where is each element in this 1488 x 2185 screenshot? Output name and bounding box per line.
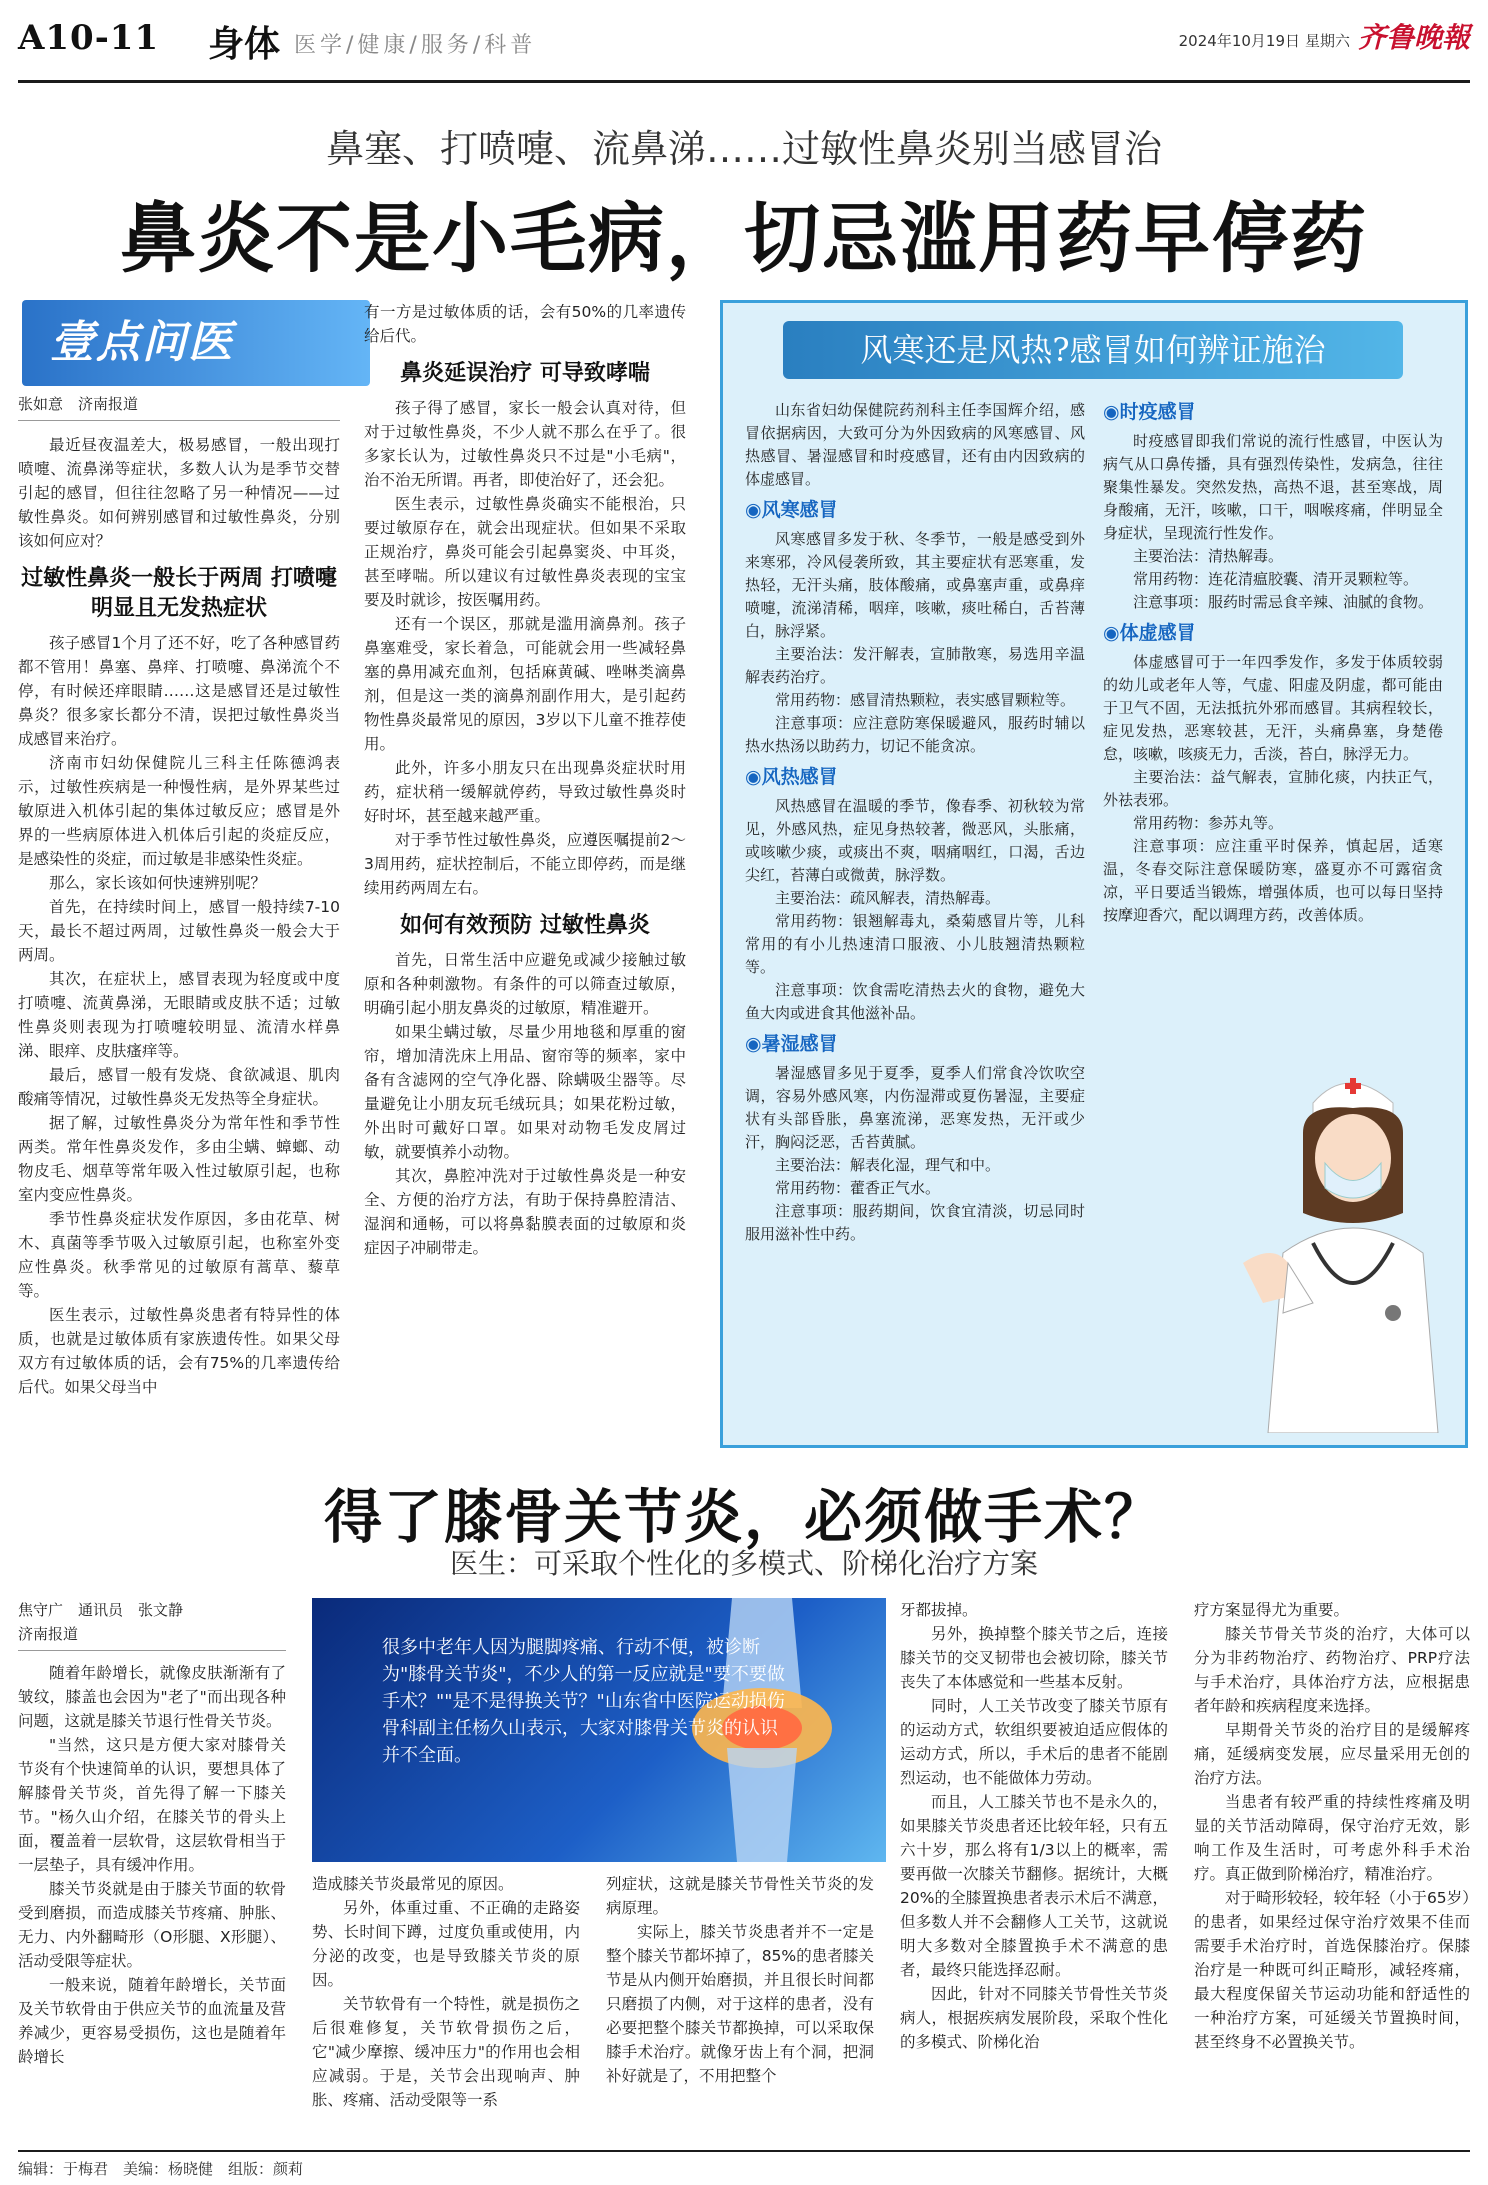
paragraph: 如果尘螨过敏，尽量少用地毯和厚重的窗帘，增加清洗床上用品、窗帘等的频率，家中备有含滤网的空气净化器、除螨吸尘器等。尽量避免让小朋友玩毛绒玩具；如果花粉过敏，外出时可戴好口罩。如果对动物毛发皮屑过敏，就要慎养小动物。 bbox=[364, 1023, 686, 1161]
paragraph: 膝关节炎就是由于膝关节面的软骨受到磨损，而造成膝关节疼痛、肿胀、无力、内外翻畸形（O形腿、X形腿）、活动受限等症状。 bbox=[18, 1880, 286, 1970]
paragraph: 孩子得了感冒，家长一般会认真对待，但对于过敏性鼻炎，不少人就不那么在乎了。很多家长认为，过敏性鼻炎只不过是"小毛病"，治不治无所谓。再者，即使治好了，还会犯。 bbox=[364, 399, 686, 489]
story2-headline: 得了膝骨关节炎，必须做手术？ bbox=[323, 1483, 1164, 1551]
paragraph: 其次，在症状上，感冒表现为轻度或中度打喷嚏、流黄鼻涕，无眼睛或皮肤不适；过敏性鼻炎则表现为打喷嚏较明显、流清水样鼻涕、眼痒、皮肤瘙痒等。 bbox=[18, 970, 340, 1060]
paragraph: "当然，这只是方便大家对膝骨关节炎有个快速简单的认识，要想具体了解膝骨关节炎，首先得了解一下膝关节。"杨久山介绍，在膝关节的骨头上面，覆盖着一层软骨，这层软骨相当于一层垫子，具有缓冲作用。 bbox=[18, 1736, 286, 1874]
story1-headline: 鼻炎不是小毛病，切忌滥用药早停药 bbox=[120, 194, 1368, 283]
paragraph: 注意事项：服药期间，饮食宜清淡，切忌同时服用滋补性中药。 bbox=[745, 1202, 1085, 1243]
paragraph: 最后，感冒一般有发烧、食欲减退、肌肉酸痛等情况，过敏性鼻炎无发热等全身症状。 bbox=[18, 1066, 340, 1108]
paragraph: 造成膝关节炎最常见的原因。 bbox=[312, 1875, 514, 1893]
paragraph: 膝关节骨关节炎的治疗，大体可以分为非药物治疗、药物治疗、PRP疗法与手术治疗，具体治疗方法，应根据患者年龄和疾病程度来选择。 bbox=[1194, 1625, 1470, 1715]
paragraph: 有一方是过敏体质的话，会有50%的几率遗传给后代。 bbox=[364, 303, 686, 345]
paragraph: 主要治法：疏风解表，清热解毒。 bbox=[775, 889, 1001, 907]
paragraph: 常用药物：藿香正气水。 bbox=[775, 1179, 941, 1197]
paragraph: 首先，在持续时间上，感冒一般持续7-10天，最长不超过两周，过敏性鼻炎一般会大于两周。 bbox=[18, 898, 340, 964]
sidebar-section-title: ◉体虚感冒 bbox=[1103, 622, 1196, 644]
paragraph: 因此，针对不同膝关节骨性关节炎病人，根据疾病发展阶段，采取个性化的多模式、阶梯化治 bbox=[900, 1985, 1168, 2051]
story1-kicker: 鼻塞、打喷嚏、流鼻涕……过敏性鼻炎别当感冒治 bbox=[325, 127, 1162, 171]
page-number: A10-11 bbox=[18, 18, 160, 58]
story2-column-5 bbox=[1194, 1598, 1470, 2054]
paragraph: 常用药物：连花清瘟胶囊、清开灵颗粒等。 bbox=[1133, 570, 1419, 588]
paragraph: 另外，体重过重、不正确的走路姿势、长时间下蹲，过度负重或使用，内分泌的改变，也是导致膝关节炎的原因。 bbox=[312, 1899, 580, 1989]
paragraph: 注意事项：应注重平时保养，慎起居，适寒温，冬春交际注意保暖防寒，盛夏亦不可露宿贪凉，平日要适当锻炼，增强体质，也可以每日坚持按摩迎香穴，配以调理方药，改善体质。 bbox=[1103, 837, 1443, 924]
paragraph: 风热感冒在温暖的季节，像春季、初秋较为常见，外感风热，症见身热较著，微恶风，头胀痛，或咳嗽少痰，或痰出不爽，咽痛咽红，口渴，舌边尖红，苔薄白或微黄，脉浮数。 bbox=[745, 797, 1085, 884]
sidebar-section-title: ◉风寒感冒 bbox=[745, 499, 838, 521]
sidebar-section-title: ◉时疫感冒 bbox=[1103, 401, 1196, 423]
paragraph: 常用药物：参苏丸等。 bbox=[1133, 814, 1284, 832]
paragraph: 而且，人工膝关节也不是永久的，如果膝关节炎患者还比较年轻，只有五六十岁，那么将有1/3以上的概率，需要再做一次膝关节翻修。据统计，大概20%的全膝置换患者表示术后不满意，但多数人并不会翻修人工关节，这就说明大多数对全膝置换手术不满意的患者，最终只能选择忍耐。 bbox=[900, 1793, 1168, 1979]
paragraph: 注意事项：饮食需吃清热去火的食物，避免大鱼大肉或进食其他滋补品。 bbox=[745, 981, 1085, 1022]
sidebar-title: 风寒还是风热?感冒如何辨证施治 bbox=[783, 321, 1403, 379]
story1-byline: 张如意 济南报道 bbox=[18, 392, 340, 421]
paragraph: 对于季节性过敏性鼻炎，应遵医嘱提前2～3周用药，症状控制后，不能立即停药，而是继续用药两周左右。 bbox=[364, 831, 686, 897]
issue-date: 2024年10月19日 bbox=[1178, 32, 1300, 50]
paragraph: 注意事项：应注意防寒保暖避风，服药时辅以热水热汤以助药力，切记不能贪凉。 bbox=[745, 714, 1085, 755]
paragraph: 随着年龄增长，就像皮肤渐渐有了皱纹，膝盖也会因为"老了"而出现各种问题，这就是膝关节退行性骨关节炎。 bbox=[18, 1664, 286, 1730]
column-tag-logo: 壹点问医 bbox=[22, 300, 370, 386]
paragraph: 主要治法：清热解毒。 bbox=[1133, 547, 1284, 565]
subheading: 鼻炎延误治疗 可导致哮喘 bbox=[400, 360, 650, 386]
newspaper-logo: 齐鲁晚報 bbox=[1357, 21, 1470, 54]
paragraph: 暑湿感冒多见于夏季，夏季人们常食冷饮吹空调，容易外感风寒，内伤湿滞或夏伤暑湿，主要症状有头部昏胀，鼻塞流涕，恶寒发热，无汗或少汗，胸闷泛恶，舌苔黄腻。 bbox=[745, 1064, 1085, 1151]
section-name: 身体 bbox=[208, 23, 281, 65]
paragraph: 列症状，这就是膝关节骨性关节炎的发病原理。 bbox=[606, 1875, 874, 1917]
story1-column-2 bbox=[364, 300, 686, 1260]
paragraph: 还有一个误区，那就是滥用滴鼻剂。孩子鼻塞难受，家长着急，可能就会用一些减轻鼻塞的鼻用减充血剂，包括麻黄碱、唑啉类滴鼻剂，但是这一类的滴鼻剂副作用大，是引起药物性鼻炎最常见的原因，3岁以下儿童不推荐使用。 bbox=[364, 615, 686, 753]
story2-byline-location: 济南报道 bbox=[18, 1622, 286, 1651]
paragraph: 那么，家长该如何快速辨别呢？ bbox=[49, 874, 267, 892]
paragraph: 时疫感冒即我们常说的流行性感冒，中医认为病气从口鼻传播，具有强烈传染性，发病急，往往聚集性暴发。突然发热，高热不退，甚至寒战，周身酸痛，无汗，咳嗽，口干，咽喉疼痛，伴明显全身症状，呈现流行性发作。 bbox=[1103, 432, 1443, 542]
masthead bbox=[18, 8, 1470, 83]
paragraph: 风寒感冒多发于秋、冬季节，一般是感受到外来寒邪，冷风侵袭所致，其主要症状有恶寒重，发热轻，无汗头痛，肢体酸痛，或鼻塞声重，或鼻痒喷嚏，流涕清稀，咽痒，咳嗽，痰吐稀白，舌苔薄白，脉浮紧。 bbox=[745, 530, 1085, 640]
paragraph: 关节软骨有一个特性，就是损伤之后很难修复，关节软骨损伤之后，它"减少摩擦、缓冲压力"的作用也会相应减弱。于是，关节会出现响声、肿胀、疼痛、活动受限等一系 bbox=[312, 1995, 580, 2109]
paragraph: 对于畸形较轻，较年轻（小于65岁）的患者，如果经过保守治疗效果不佳而需要手术治疗时，首选保膝治疗。保膝治疗是一种既可纠正畸形，减轻疼痛，最大程度保留关节运动功能和舒适性的一种治疗方案，可延缓关节置换时间，甚至终身不必置换关节。 bbox=[1194, 1889, 1470, 2051]
paragraph: 另外，换掉整个膝关节之后，连接膝关节的交叉韧带也会被切除，膝关节丧失了本体感觉和一些基本反射。 bbox=[900, 1625, 1168, 1691]
paragraph: 实际上，膝关节炎患者并不一定是整个膝关节都坏掉了，85%的患者膝关节是从内侧开始磨损，并且很长时间都只磨损了内侧，对于这样的患者，没有必要把整个膝关节都换掉，可以采取保膝手术治疗。就像牙齿上有个洞，把洞补好就是了，不用把整个 bbox=[606, 1923, 874, 2085]
story2-subhead: 医生：可采取个性化的多模式、阶梯化治疗方案 bbox=[449, 1547, 1038, 1580]
nurse-illustration bbox=[1243, 1063, 1453, 1433]
paragraph: 此外，许多小朋友只在出现鼻炎症状时用药，症状稍一缓解就停药，导致过敏性鼻炎时好时坏，甚至越来越严重。 bbox=[364, 759, 686, 825]
paragraph: 注意事项：服药时需忌食辛辣、油腻的食物。 bbox=[1133, 593, 1434, 611]
knee-photo bbox=[312, 1598, 886, 1862]
paragraph: 首先，日常生活中应避免或减少接触过敏原和各种刺激物。有条件的可以筛查过敏原，明确引起小朋友鼻炎的过敏原，精准避开。 bbox=[364, 951, 686, 1017]
paragraph: 最近昼夜温差大，极易感冒，一般出现打喷嚏、流鼻涕等症状，多数人认为是季节交替引起的感冒，但往往忽略了另一种情况——过敏性鼻炎。如何辨别感冒和过敏性鼻炎，分别该如何应对？ bbox=[18, 436, 340, 550]
paragraph: 同时，人工关节改变了膝关节原有的运动方式，软组织要被迫适应假体的运动方式，所以，手术后的患者不能剧烈运动，也不能做体力劳动。 bbox=[900, 1697, 1168, 1787]
sidebar-section-title: ◉暑湿感冒 bbox=[745, 1033, 838, 1055]
photo-caption: 很多中老年人因为腿脚疼痛、行动不便，被诊断为"膝骨关节炎"，不少人的第一反应就是"要不要做手术？""是不是得换关节？"山东省中医院运动损伤骨科副主任杨久山表示，大家对膝骨关节炎的认识并不全面。 bbox=[382, 1637, 785, 1766]
sidebar-box bbox=[720, 300, 1468, 1448]
page-footer: 编辑：于梅君 美编：杨晓健 组版：颜莉 bbox=[18, 2150, 1470, 2179]
paragraph: 疗方案显得尤为重要。 bbox=[1194, 1601, 1350, 1619]
section-subtitle: 医学/健康/服务/科普 bbox=[294, 33, 537, 58]
paragraph: 孩子感冒1个月了还不好，吃了各种感冒药都不管用！鼻塞、鼻痒、打喷嚏、鼻涕流个不停，有时候还痒眼睛……这是感冒还是过敏性鼻炎？很多家长都分不清，误把过敏性鼻炎当成感冒来治疗。 bbox=[18, 634, 340, 748]
paragraph: 季节性鼻炎症状发作原因，多由花草、树木、真菌等季节吸入过敏原引起，也称室外变应性鼻炎。秋季常见的过敏原有蒿草、藜草等。 bbox=[18, 1210, 340, 1300]
paragraph: 牙都拔掉。 bbox=[900, 1601, 978, 1619]
paragraph: 早期骨关节炎的治疗目的是缓解疼痛，延缓病变发展，应尽量采用无创的治疗方法。 bbox=[1194, 1721, 1470, 1787]
paragraph: 体虚感冒可于一年四季发作，多发于体质较弱的幼儿或老年人等，气虚、阳虚及阴虚，都可能由于卫气不固，无法抵抗外邪而感冒。其病程较长，症见发热，恶寒较甚，无汗，头痛鼻塞，身楚倦怠，咳嗽，咳痰无力，舌淡，苔白，脉浮无力。 bbox=[1103, 653, 1443, 763]
paragraph: 医生表示，过敏性鼻炎确实不能根治，只要过敏原存在，就会出现症状。但如果不采取正规治疗，鼻炎可能会引起鼻窦炎、中耳炎，甚至哮喘。所以建议有过敏性鼻炎表现的宝宝要及时就诊，按医嘱用药。 bbox=[364, 495, 686, 609]
sidebar-column-1 bbox=[745, 399, 1085, 1246]
paragraph: 主要治法：益气解表，宣肺化痰，内扶正气，外祛表邪。 bbox=[1103, 768, 1443, 809]
paragraph: 山东省妇幼保健院药剂科主任李国辉介绍，感冒依据病因，大致可分为外因致病的风寒感冒、风热感冒、暑湿感冒和时疫感冒，还有由内因致病的体虚感冒。 bbox=[745, 401, 1085, 488]
paragraph: 医生表示，过敏性鼻炎患者有特异性的体质，也就是过敏体质有家族遗传性。如果父母双方有过敏体质的话，会有75%的几率遗传给后代。如果父母当中 bbox=[18, 1306, 340, 1396]
paragraph: 当患者有较严重的持续性疼痛及明显的关节活动障碍，保守治疗无效，影响工作及生活时，可考虑外科手术治疗。真正做到阶梯治疗，精准治疗。 bbox=[1194, 1793, 1470, 1883]
sidebar-column-2 bbox=[1103, 393, 1443, 927]
paragraph: 主要治法：解表化湿，理气和中。 bbox=[775, 1156, 1001, 1174]
issue-weekday: 星期六 bbox=[1304, 32, 1350, 50]
sidebar-section-title: ◉风热感冒 bbox=[745, 766, 838, 788]
paragraph: 常用药物：银翘解毒丸，桑菊感冒片等，儿科常用的有小儿热速清口服液、小儿肢翘清热颗粒等。 bbox=[745, 912, 1085, 976]
story2-column-2 bbox=[312, 1872, 580, 2112]
story2-column-1 bbox=[18, 1598, 286, 2069]
paragraph: 一般来说，随着年龄增长，关节面及关节软骨由于供应关节的血流量及营养减少，更容易受损伤，这也是随着年龄增长 bbox=[18, 1976, 286, 2066]
paragraph: 主要治法：发汗解表，宣肺散寒，易选用辛温解表药治疗。 bbox=[745, 645, 1085, 686]
story2-byline: 焦守广 通讯员 张文静 bbox=[18, 1601, 184, 1619]
story2-column-3 bbox=[606, 1872, 874, 2088]
paragraph: 济南市妇幼保健院儿三科主任陈德鸿表示，过敏性疾病是一种慢性病，是外界某些过敏原进入机体引起的集体过敏反应；感冒是外界的一些病原体进入机体后引起的炎症反应，是感染性的炎症，而过敏是非感染性炎症。 bbox=[18, 754, 340, 868]
subheading: 过敏性鼻炎一般长于两周 打喷嚏明显且无发热症状 bbox=[21, 565, 337, 621]
story2-column-4 bbox=[900, 1598, 1168, 2054]
story1-column-1 bbox=[18, 392, 340, 1399]
paragraph: 常用药物：感冒清热颗粒，表实感冒颗粒等。 bbox=[775, 691, 1076, 709]
subheading: 如何有效预防 过敏性鼻炎 bbox=[400, 912, 650, 938]
paragraph: 据了解，过敏性鼻炎分为常年性和季节性两类。常年性鼻炎发作，多由尘螨、蟑螂、动物皮毛、烟草等常年吸入性过敏原引起，也称室内变应性鼻炎。 bbox=[18, 1114, 340, 1204]
paragraph: 其次，鼻腔冲洗对于过敏性鼻炎是一种安全、方便的治疗方法，有助于保持鼻腔清洁、湿润和通畅，可以将鼻黏膜表面的过敏原和炎症因子冲刷带走。 bbox=[364, 1167, 686, 1257]
